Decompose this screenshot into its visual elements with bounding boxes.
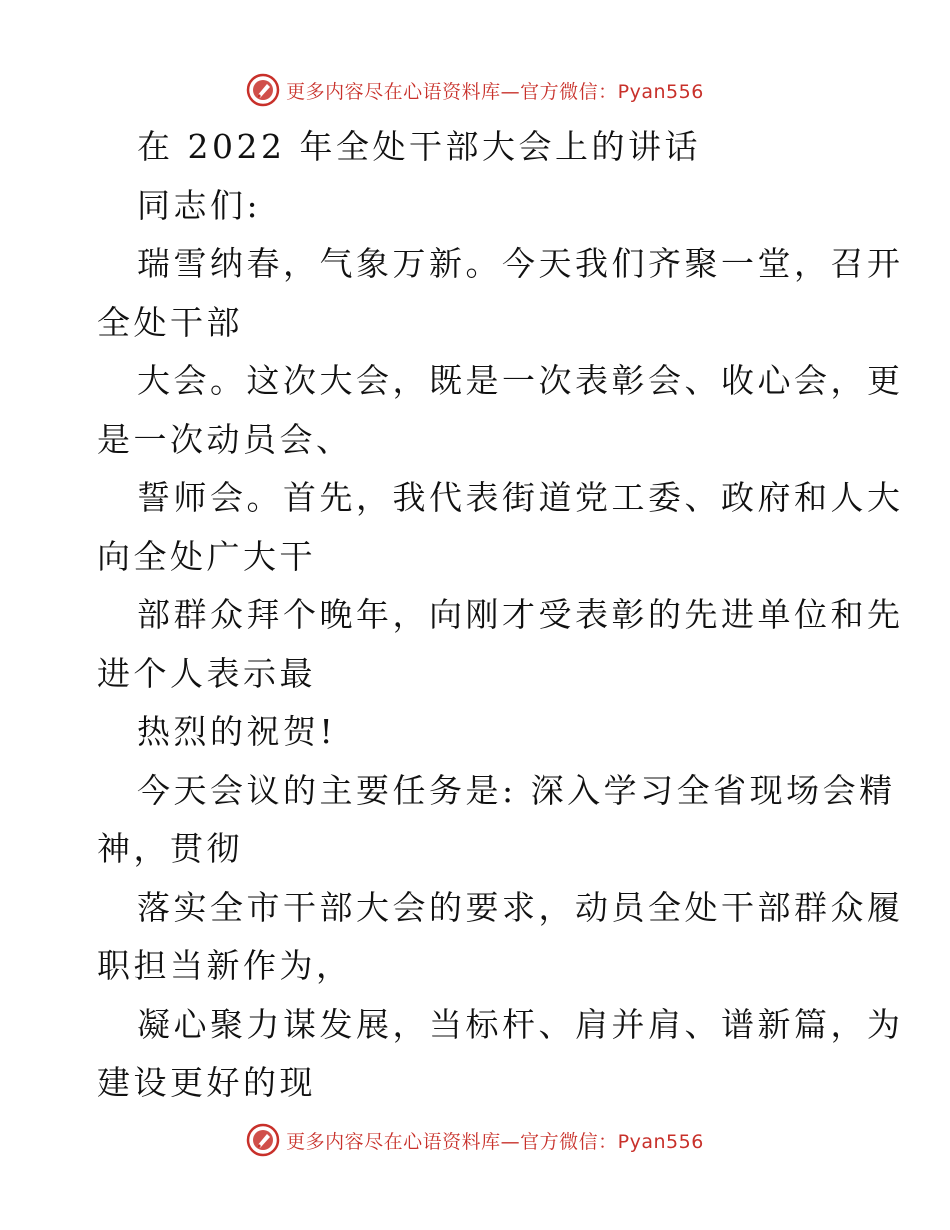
paragraph-line: 进个人表示最 <box>97 653 316 693</box>
paragraph-line: 凝心聚力谋发展，当标杆、肩并肩、谱新篇，为 <box>137 1004 904 1044</box>
paragraph-line: 瑞雪纳春，气象万新。今天我们齐聚一堂，召开 <box>137 244 904 283</box>
watermark-text: 更多内容尽在心语资料库—官方微信：Pyan556 <box>286 1130 704 1153</box>
paragraph-line: 职担当新作为， <box>97 946 353 985</box>
footer-watermark <box>0 1120 950 1160</box>
paragraph-line: 誓师会。首先，我代表街道党工委、政府和人大 <box>137 478 904 517</box>
paragraph-line: 是一次动员会、 <box>97 419 353 459</box>
pen-nib-logo-icon <box>246 73 280 107</box>
paragraph-line: 向全处广大干 <box>97 536 316 576</box>
paragraph-line: 落实全市干部大会的要求，动员全处干部群众履 <box>137 887 904 927</box>
paragraph-line: 部群众拜个晚年，向刚才受表彰的先进单位和先 <box>137 595 904 634</box>
paragraph-line: 同志们: <box>137 185 262 225</box>
paragraph-line: 全处干部 <box>97 302 243 342</box>
paragraph-line: 大会。这次大会，既是一次表彰会、收心会，更 <box>137 361 904 400</box>
header-watermark <box>0 70 950 110</box>
document-title: 在 2022 年全处干部大会上的讲话 <box>137 127 701 166</box>
document-body <box>97 118 904 1113</box>
paragraph-line: 热烈的祝贺! <box>137 712 337 751</box>
paragraph-line: 建设更好的现 <box>97 1063 316 1102</box>
watermark-text: 更多内容尽在心语资料库—官方微信：Pyan556 <box>286 80 704 103</box>
paragraph-line: 今天会议的主要任务是: 深入学习全省现场会精 <box>137 770 896 810</box>
paragraph-line: 神，贯彻 <box>97 829 243 868</box>
pen-nib-logo-icon <box>246 1123 280 1157</box>
